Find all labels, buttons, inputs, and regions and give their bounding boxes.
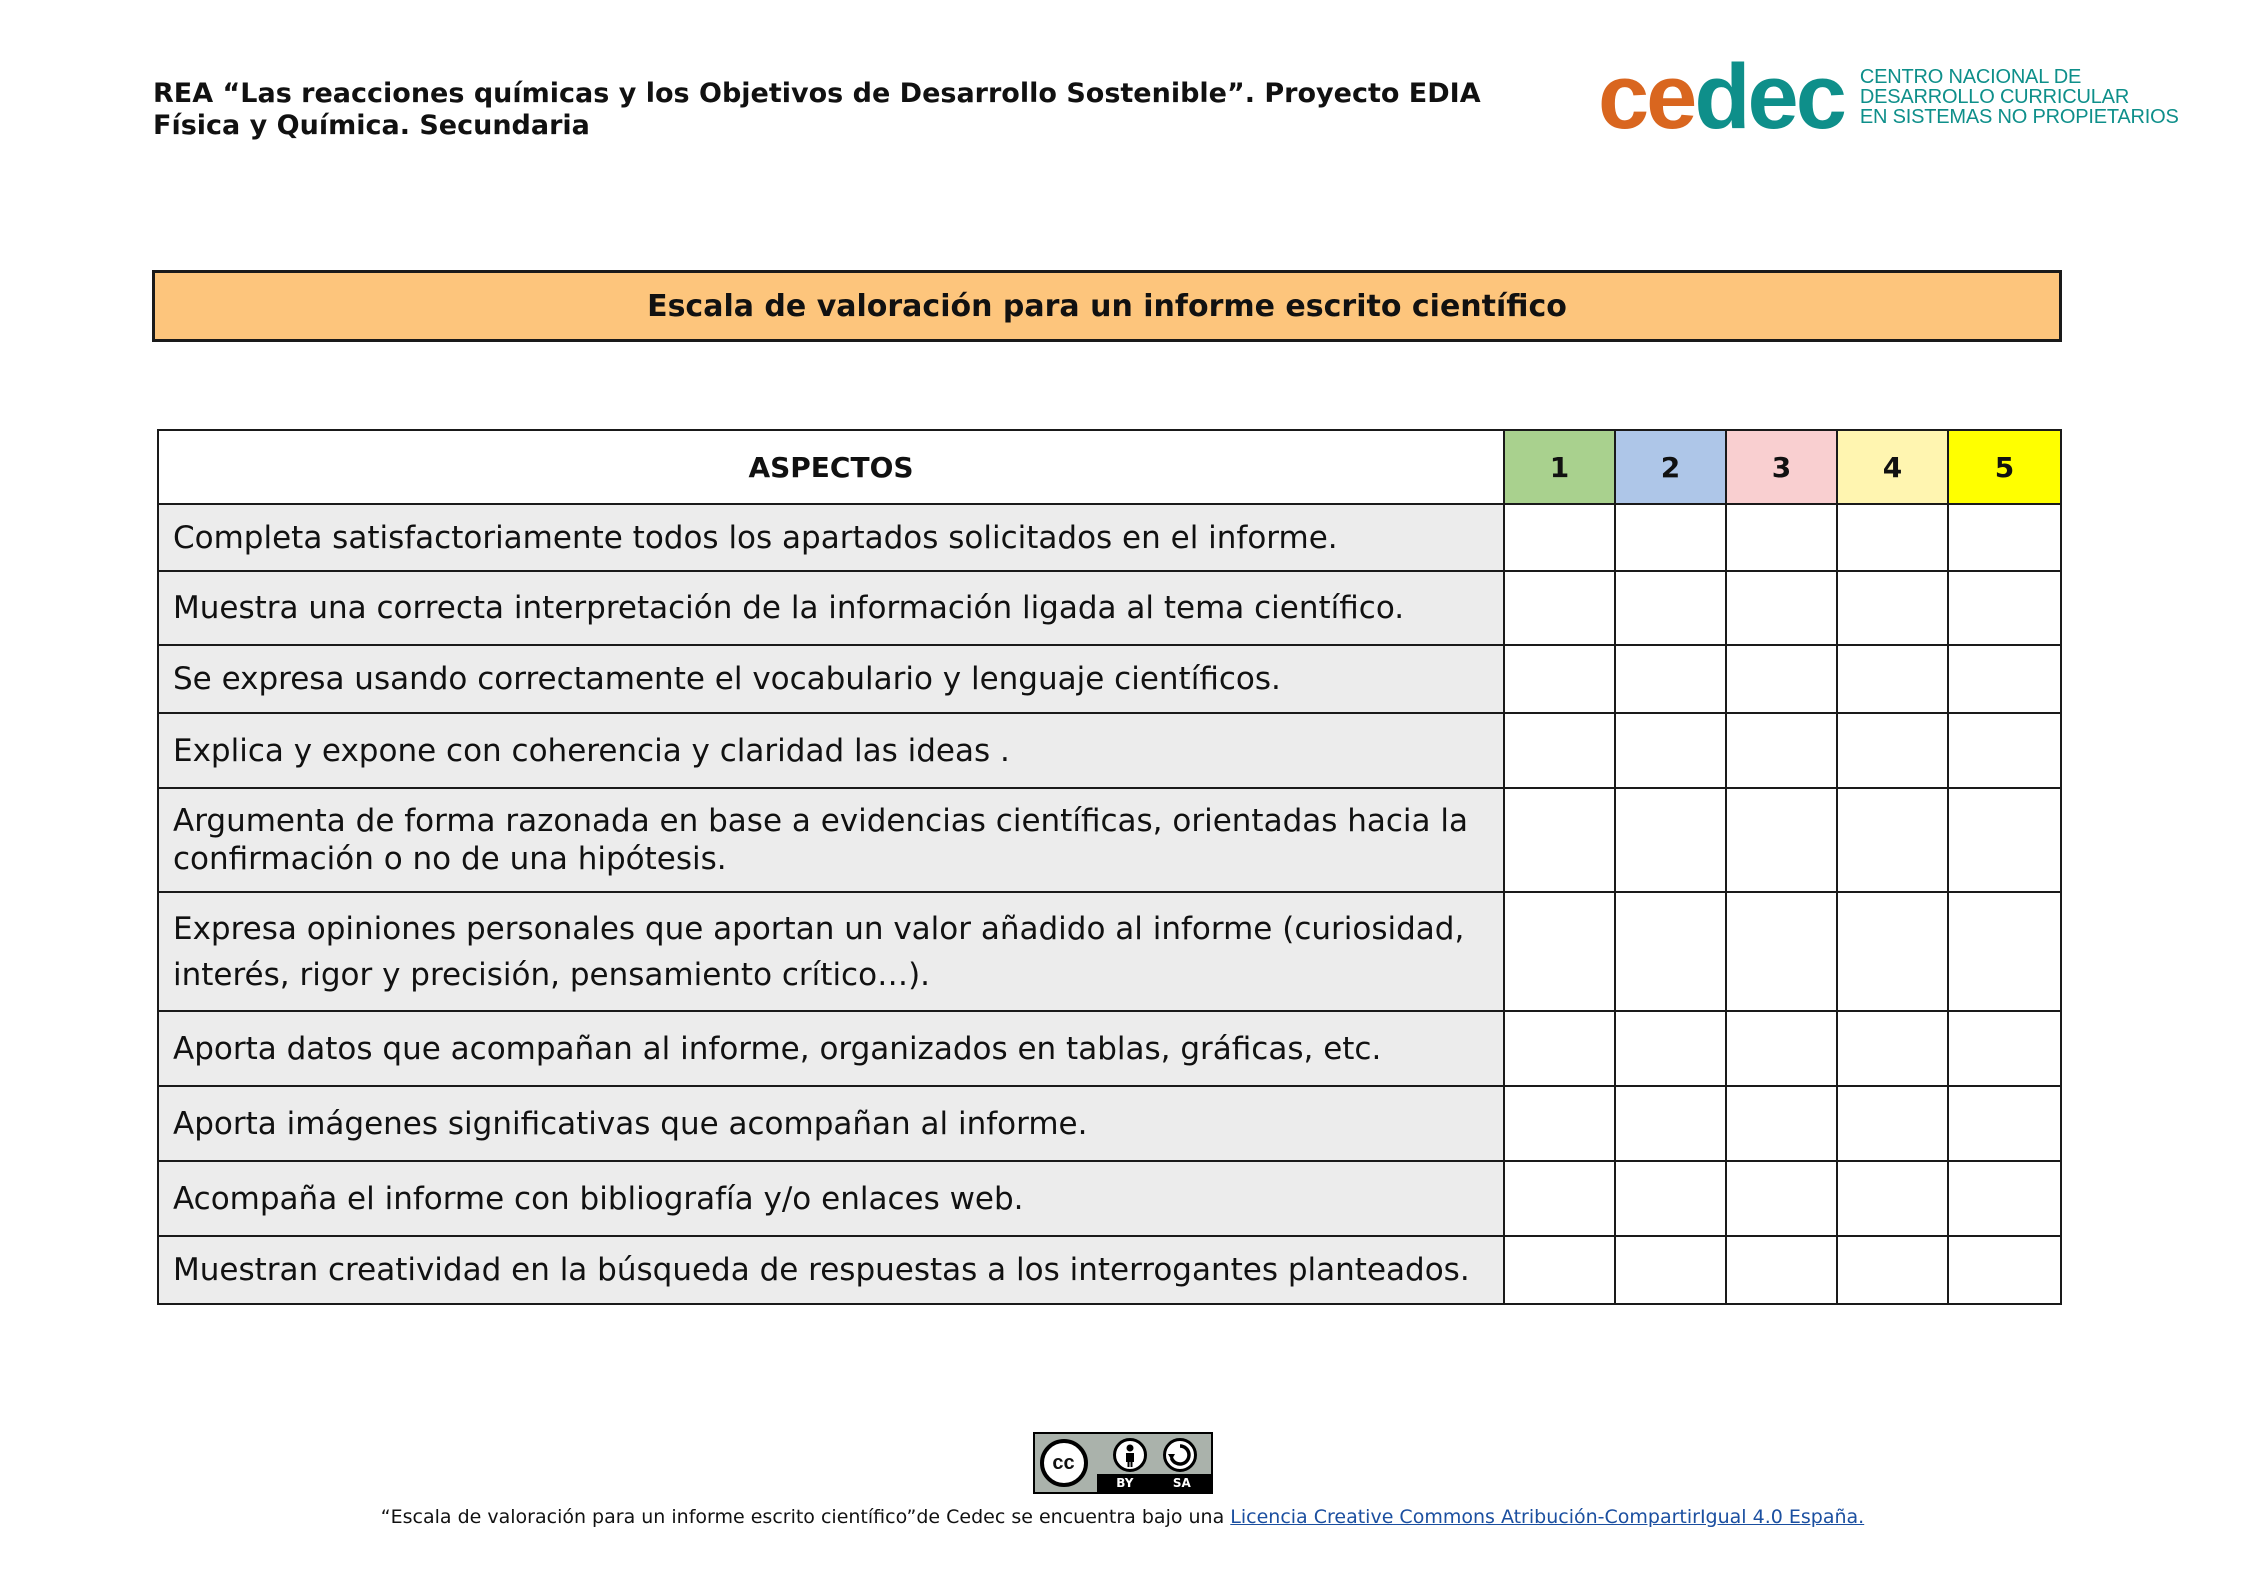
rating-cell-1[interactable] bbox=[1504, 1086, 1615, 1161]
table-row bbox=[158, 1236, 2061, 1304]
rating-cell-5[interactable] bbox=[1948, 713, 2061, 788]
level-header-2: 2 bbox=[1615, 430, 1726, 504]
aspect-text: Aporta datos que acompañan al informe, organizados en tablas, gráficas, etc. bbox=[158, 1011, 1504, 1086]
rating-cell-3[interactable] bbox=[1726, 571, 1837, 645]
rating-cell-5[interactable] bbox=[1948, 1011, 2061, 1086]
rating-cell-5[interactable] bbox=[1948, 1161, 2061, 1236]
rating-cell-2[interactable] bbox=[1615, 645, 1726, 713]
rating-cell-4[interactable] bbox=[1837, 788, 1948, 892]
table-row bbox=[158, 504, 2061, 571]
rating-cell-3[interactable] bbox=[1726, 645, 1837, 713]
rating-cell-5[interactable] bbox=[1948, 571, 2061, 645]
level-header-1: 1 bbox=[1504, 430, 1615, 504]
license-statement bbox=[0, 1506, 2245, 1528]
aspect-text: Se expresa usando correctamente el vocabulario y lenguaje científicos. bbox=[158, 645, 1504, 713]
license-link[interactable]: Licencia Creative Commons Atribución-CompartirIgual 4.0 España. bbox=[1230, 1506, 1865, 1528]
rating-cell-4[interactable] bbox=[1837, 1011, 1948, 1086]
cedec-logo-tagline bbox=[1860, 67, 2179, 127]
aspect-text: Completa satisfactoriamente todos los apartados solicitados en el informe. bbox=[158, 504, 1504, 571]
table-row bbox=[158, 713, 2061, 788]
level-header-3: 3 bbox=[1726, 430, 1837, 504]
table-row bbox=[158, 1011, 2061, 1086]
rating-cell-5[interactable] bbox=[1948, 645, 2061, 713]
rating-cell-4[interactable] bbox=[1837, 571, 1948, 645]
rating-cell-2[interactable] bbox=[1615, 571, 1726, 645]
rating-cell-4[interactable] bbox=[1837, 1086, 1948, 1161]
rating-cell-3[interactable] bbox=[1726, 1086, 1837, 1161]
aspects-header: ASPECTOS bbox=[158, 430, 1504, 504]
badge-strip bbox=[1097, 1474, 1211, 1492]
rating-cell-4[interactable] bbox=[1837, 713, 1948, 788]
table-row bbox=[158, 1161, 2061, 1236]
rating-cell-3[interactable] bbox=[1726, 1236, 1837, 1304]
license-footer bbox=[0, 1432, 2245, 1528]
rating-cell-3[interactable] bbox=[1726, 504, 1837, 571]
table-row bbox=[158, 788, 2061, 892]
rating-cell-4[interactable] bbox=[1837, 892, 1948, 1011]
rating-cell-4[interactable] bbox=[1837, 1161, 1948, 1236]
cedec-logo bbox=[1598, 46, 2179, 148]
rating-cell-1[interactable] bbox=[1504, 1011, 1615, 1086]
rating-cell-3[interactable] bbox=[1726, 788, 1837, 892]
rating-cell-5[interactable] bbox=[1948, 504, 2061, 571]
license-text: “Escala de valoración para un informe escrito científico”de Cedec se encuentra bajo una bbox=[380, 1506, 1231, 1528]
rating-scale-table bbox=[157, 429, 2062, 1305]
header-line-1: REA “Las reacciones químicas y los Objetivos de Desarrollo Sostenible”. Proyecto EDIA bbox=[153, 78, 1481, 109]
rating-cell-1[interactable] bbox=[1504, 571, 1615, 645]
aspect-text: Explica y expone con coherencia y claridad las ideas . bbox=[158, 713, 1504, 788]
rating-cell-1[interactable] bbox=[1504, 892, 1615, 1011]
rating-cell-5[interactable] bbox=[1948, 1086, 2061, 1161]
rating-cell-2[interactable] bbox=[1615, 788, 1726, 892]
rating-cell-2[interactable] bbox=[1615, 713, 1726, 788]
rating-cell-1[interactable] bbox=[1504, 1161, 1615, 1236]
aspect-text: Aporta imágenes significativas que acompañan al informe. bbox=[158, 1086, 1504, 1161]
rating-cell-3[interactable] bbox=[1726, 1011, 1837, 1086]
cc-by-sa-badge[interactable] bbox=[1033, 1432, 1213, 1494]
aspect-text: Muestran creatividad en la búsqueda de respuestas a los interrogantes planteados. bbox=[158, 1236, 1504, 1304]
rating-cell-3[interactable] bbox=[1726, 892, 1837, 1011]
document-header bbox=[153, 78, 1481, 142]
aspect-text: Expresa opiniones personales que aportan un valor añadido al informe (curiosidad, interés, rigor y precisión, pensamiento crítico…). bbox=[158, 892, 1504, 1011]
cc-icon: cc bbox=[1040, 1439, 1088, 1487]
rating-cell-5[interactable] bbox=[1948, 892, 2061, 1011]
rating-cell-5[interactable] bbox=[1948, 1236, 2061, 1304]
rating-cell-5[interactable] bbox=[1948, 788, 2061, 892]
table-row bbox=[158, 645, 2061, 713]
rating-cell-1[interactable] bbox=[1504, 504, 1615, 571]
rating-cell-2[interactable] bbox=[1615, 1011, 1726, 1086]
rating-cell-2[interactable] bbox=[1615, 892, 1726, 1011]
header-line-2: Física y Química. Secundaria bbox=[153, 110, 590, 141]
rating-cell-1[interactable] bbox=[1504, 645, 1615, 713]
table-row bbox=[158, 571, 2061, 645]
rating-cell-1[interactable] bbox=[1504, 1236, 1615, 1304]
rating-cell-1[interactable] bbox=[1504, 788, 1615, 892]
table-row bbox=[158, 892, 2061, 1011]
rating-cell-3[interactable] bbox=[1726, 713, 1837, 788]
aspect-text: Muestra una correcta interpretación de la información ligada al tema científico. bbox=[158, 571, 1504, 645]
rating-cell-2[interactable] bbox=[1615, 1161, 1726, 1236]
attribution-icon bbox=[1113, 1438, 1147, 1472]
level-header-4: 4 bbox=[1837, 430, 1948, 504]
share-alike-icon bbox=[1163, 1438, 1197, 1472]
tagline-line-2: DESARROLLO CURRICULAR bbox=[1859, 86, 2130, 108]
tagline-line-3: EN SISTEMAS NO PROPIETARIOS bbox=[1859, 106, 2179, 128]
rating-cell-2[interactable] bbox=[1615, 504, 1726, 571]
rating-cell-4[interactable] bbox=[1837, 504, 1948, 571]
tagline-line-1: CENTRO NACIONAL DE bbox=[1859, 66, 2082, 88]
scale-title: Escala de valoración para un informe escrito científico bbox=[152, 270, 2062, 342]
rating-cell-4[interactable] bbox=[1837, 645, 1948, 713]
rating-cell-3[interactable] bbox=[1726, 1161, 1837, 1236]
rating-cell-4[interactable] bbox=[1837, 1236, 1948, 1304]
badge-sa-label: SA bbox=[1172, 1476, 1191, 1490]
aspect-text: Acompaña el informe con bibliografía y/o enlaces web. bbox=[158, 1161, 1504, 1236]
table-row bbox=[158, 1086, 2061, 1161]
level-header-5: 5 bbox=[1948, 430, 2061, 504]
rating-cell-2[interactable] bbox=[1615, 1086, 1726, 1161]
cedec-logo-word: cedec bbox=[1598, 46, 1844, 148]
badge-by-label: BY bbox=[1116, 1476, 1134, 1490]
table-header-row bbox=[158, 430, 2061, 504]
rating-cell-1[interactable] bbox=[1504, 713, 1615, 788]
aspect-text: Argumenta de forma razonada en base a evidencias científicas, orientadas hacia la confirmación o no de una hipótesis. bbox=[158, 788, 1504, 892]
rating-cell-2[interactable] bbox=[1615, 1236, 1726, 1304]
